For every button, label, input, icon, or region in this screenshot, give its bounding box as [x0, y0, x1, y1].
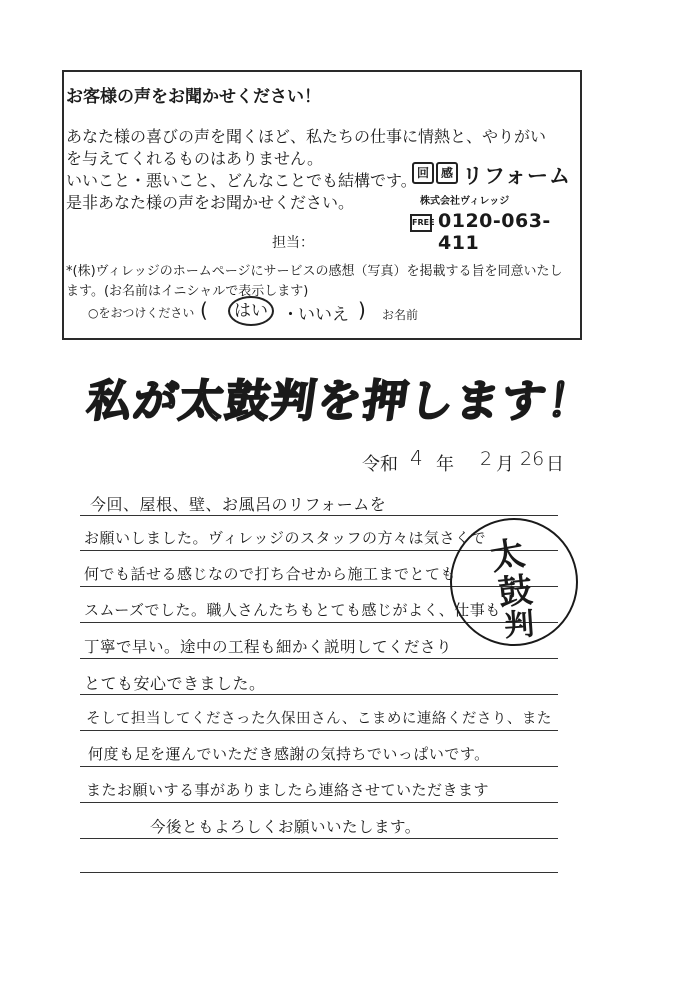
- date-day: 26: [520, 448, 545, 470]
- date-month: 2: [480, 448, 493, 470]
- free-dial-icon: FREE: [410, 214, 432, 232]
- date-year-unit: 年: [436, 454, 454, 475]
- company-name: 株式会社ヴィレッジ: [420, 196, 510, 207]
- staff-label: 担当：: [272, 235, 314, 251]
- date-row: [362, 446, 582, 476]
- ruled-line: [80, 838, 558, 839]
- choice-yes-circled[interactable]: はい: [228, 296, 274, 326]
- ruled-line: [80, 694, 558, 695]
- date-month-unit: 月: [496, 454, 514, 475]
- taikoban-stamp: [450, 518, 578, 646]
- choice-separator: ・: [282, 305, 299, 325]
- testimonial-line: スムーズでした。職人さんたちもとても感じがよく、仕事も: [84, 601, 501, 619]
- header-title: お客様の声をお聞かせください！: [66, 87, 321, 107]
- ruled-line: [80, 515, 558, 516]
- testimonial-line: お願いしました。ヴィレッジのスタッフの方々は気さくで: [84, 529, 486, 547]
- phone-number: 0120-063-411: [438, 210, 551, 254]
- ruled-line: [80, 766, 558, 767]
- ruled-line: [80, 872, 558, 873]
- consent-text: *(株)ヴィレッジのホームページにサービスの感想（写真）を掲載する旨を同意いたし ます。(お名前はイニシャルで表示します): [66, 264, 563, 299]
- header-body: あなた様の喜びの声を聞くほど、私たちの仕事に情熱と、やりがい を与えてくれるものはありません。 いいこと・悪いこと、どんなことでも結構です。 是非あなた様の声をお聞かせください。: [66, 127, 547, 212]
- ruled-line: [80, 658, 558, 659]
- choice-instruction: ○をおつけください: [88, 306, 195, 320]
- testimonial-line: またお願いする事がありましたら連絡させていただきます: [86, 781, 490, 799]
- ruled-line: [80, 730, 558, 731]
- name-label: お名前: [382, 308, 419, 322]
- banner-title: 私が太鼓判を押します！: [83, 376, 597, 427]
- testimonial-line: 今回、屋根、壁、お風呂のリフォームを: [90, 495, 387, 514]
- stamp-char: 太: [487, 533, 528, 579]
- stamp-char: 鼓: [496, 570, 535, 614]
- date-era: 令和: [362, 454, 398, 475]
- logo-name: リフォーム: [462, 164, 571, 188]
- choice-no[interactable]: いいえ: [298, 305, 349, 325]
- testimonial-line: 今後ともよろしくお願いいたします。: [150, 818, 421, 836]
- stamp-char: 判: [503, 606, 536, 644]
- date-day-unit: 日: [546, 454, 564, 475]
- consent-choice: [88, 298, 568, 328]
- logo-mark-icon: 回: [412, 162, 434, 184]
- choice-open-paren: (: [200, 298, 208, 322]
- testimonial-line: そして担当してくださった久保田さん、こまめに連絡くださり、また: [86, 711, 552, 727]
- testimonial-line: 何度も足を運んでいただき感謝の気持ちでいっぱいです。: [88, 745, 490, 763]
- choice-close-paren: ): [358, 298, 366, 322]
- testimonial-line: とても安心できました。: [84, 674, 266, 693]
- testimonial-line: 何でも話せる感じなので打ち合せから施工までとても: [84, 565, 457, 583]
- ruled-line: [80, 802, 558, 803]
- testimonial-line: 丁寧で早い。途中の工程も細かく説明してくださり: [84, 638, 453, 656]
- company-logo: [410, 160, 580, 254]
- logo-mark-icon: 感: [436, 162, 458, 184]
- date-year: 4: [410, 446, 423, 470]
